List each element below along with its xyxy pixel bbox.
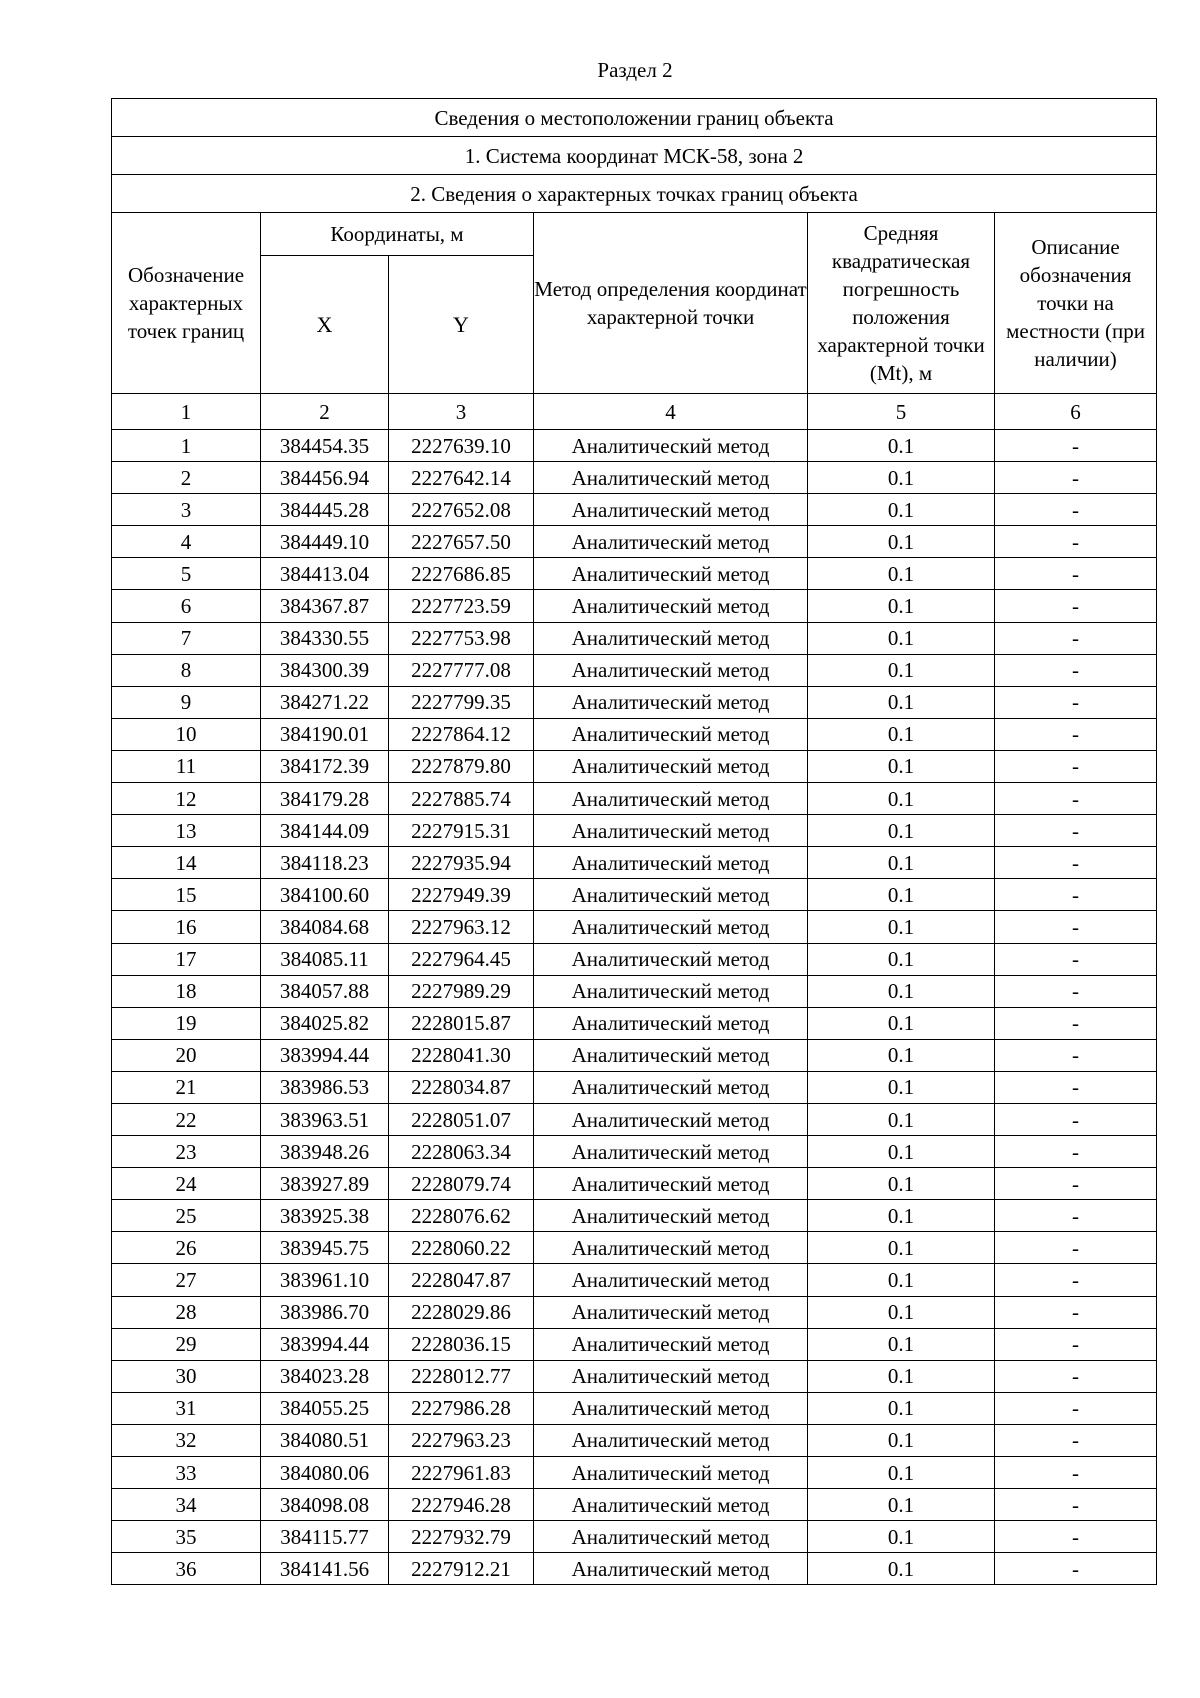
- point-number-cell: 35: [112, 1521, 261, 1553]
- table-row: [112, 622, 1157, 654]
- x-coordinate-cell: 384190.01: [261, 718, 389, 750]
- x-coordinate-cell: 383927.89: [261, 1168, 389, 1200]
- method-cell: Аналитический метод: [534, 1328, 808, 1360]
- mean-error-cell: 0.1: [808, 558, 995, 590]
- mean-error-cell: 0.1: [808, 815, 995, 847]
- mean-error-cell: 0.1: [808, 590, 995, 622]
- y-coordinate-cell: 2227639.10: [389, 430, 534, 462]
- y-coordinate-cell: 2227963.23: [389, 1424, 534, 1456]
- table-row: [112, 1328, 1157, 1360]
- mean-error-cell: 0.1: [808, 1264, 995, 1296]
- description-cell: -: [995, 1489, 1157, 1521]
- mean-error-cell: 0.1: [808, 1200, 995, 1232]
- description-cell: -: [995, 1392, 1157, 1424]
- method-cell: Аналитический метод: [534, 1039, 808, 1071]
- mean-error-cell: 0.1: [808, 1489, 995, 1521]
- method-cell: Аналитический метод: [534, 879, 808, 911]
- point-number-cell: 5: [112, 558, 261, 590]
- point-number-cell: 27: [112, 1264, 261, 1296]
- method-cell: Аналитический метод: [534, 1168, 808, 1200]
- point-number-cell: 18: [112, 975, 261, 1007]
- table-row: [112, 494, 1157, 526]
- column-number: 4: [534, 394, 808, 430]
- point-number-cell: 4: [112, 526, 261, 558]
- mean-error-cell: 0.1: [808, 879, 995, 911]
- point-number-cell: 7: [112, 622, 261, 654]
- y-coordinate-cell: 2228015.87: [389, 1007, 534, 1039]
- mean-error-cell: 0.1: [808, 1232, 995, 1264]
- method-cell: Аналитический метод: [534, 1392, 808, 1424]
- x-coordinate-cell: 384100.60: [261, 879, 389, 911]
- description-cell: -: [995, 1200, 1157, 1232]
- y-coordinate-cell: 2227949.39: [389, 879, 534, 911]
- y-coordinate-cell: 2227753.98: [389, 622, 534, 654]
- description-cell: -: [995, 622, 1157, 654]
- mean-error-cell: 0.1: [808, 847, 995, 879]
- x-coordinate-cell: 383945.75: [261, 1232, 389, 1264]
- description-cell: -: [995, 911, 1157, 943]
- x-coordinate-cell: 383986.53: [261, 1071, 389, 1103]
- x-coordinate-cell: 383925.38: [261, 1200, 389, 1232]
- description-cell: -: [995, 879, 1157, 911]
- x-coordinate-cell: 384456.94: [261, 462, 389, 494]
- table-row: [112, 1553, 1157, 1585]
- method-cell: Аналитический метод: [534, 686, 808, 718]
- table-row: [112, 1136, 1157, 1168]
- y-coordinate-cell: 2227777.08: [389, 654, 534, 686]
- x-coordinate-cell: 384300.39: [261, 654, 389, 686]
- point-number-cell: 24: [112, 1168, 261, 1200]
- point-number-cell: 19: [112, 1007, 261, 1039]
- point-number-cell: 32: [112, 1424, 261, 1456]
- method-cell: Аналитический метод: [534, 750, 808, 782]
- method-cell: Аналитический метод: [534, 1007, 808, 1039]
- mean-error-cell: 0.1: [808, 686, 995, 718]
- mean-error-cell: 0.1: [808, 783, 995, 815]
- y-coordinate-cell: 2228034.87: [389, 1071, 534, 1103]
- method-cell: Аналитический метод: [534, 494, 808, 526]
- point-number-cell: 17: [112, 943, 261, 975]
- header-coordinates: Координаты, м: [261, 213, 534, 256]
- description-cell: -: [995, 783, 1157, 815]
- table-row: [112, 750, 1157, 782]
- method-cell: Аналитический метод: [534, 1264, 808, 1296]
- method-cell: Аналитический метод: [534, 1424, 808, 1456]
- point-number-cell: 16: [112, 911, 261, 943]
- point-number-cell: 8: [112, 654, 261, 686]
- x-coordinate-cell: 384025.82: [261, 1007, 389, 1039]
- description-cell: -: [995, 847, 1157, 879]
- mean-error-cell: 0.1: [808, 1007, 995, 1039]
- method-cell: Аналитический метод: [534, 1489, 808, 1521]
- description-cell: -: [995, 1296, 1157, 1328]
- point-number-cell: 2: [112, 462, 261, 494]
- method-cell: Аналитический метод: [534, 526, 808, 558]
- table-row: [112, 1232, 1157, 1264]
- table-row: [112, 526, 1157, 558]
- description-cell: -: [995, 430, 1157, 462]
- header-x: X: [261, 256, 389, 394]
- table-row: [112, 1360, 1157, 1392]
- point-number-cell: 14: [112, 847, 261, 879]
- column-number: 3: [389, 394, 534, 430]
- table-row: [112, 1392, 1157, 1424]
- x-coordinate-cell: 383961.10: [261, 1264, 389, 1296]
- method-cell: Аналитический метод: [534, 558, 808, 590]
- table-row: [112, 1489, 1157, 1521]
- table-row: [112, 654, 1157, 686]
- description-cell: -: [995, 654, 1157, 686]
- x-coordinate-cell: 383994.44: [261, 1328, 389, 1360]
- x-coordinate-cell: 384023.28: [261, 1360, 389, 1392]
- x-coordinate-cell: 384367.87: [261, 590, 389, 622]
- table-row: [112, 1264, 1157, 1296]
- y-coordinate-cell: 2227964.45: [389, 943, 534, 975]
- point-number-cell: 3: [112, 494, 261, 526]
- table-row: [112, 911, 1157, 943]
- description-cell: -: [995, 1328, 1157, 1360]
- table-row: [112, 879, 1157, 911]
- y-coordinate-cell: 2227935.94: [389, 847, 534, 879]
- method-cell: Аналитический метод: [534, 590, 808, 622]
- table-row: [112, 558, 1157, 590]
- x-coordinate-cell: 384179.28: [261, 783, 389, 815]
- mean-error-cell: 0.1: [808, 1553, 995, 1585]
- method-cell: Аналитический метод: [534, 1071, 808, 1103]
- x-coordinate-cell: 383948.26: [261, 1136, 389, 1168]
- y-coordinate-cell: 2227879.80: [389, 750, 534, 782]
- point-number-cell: 23: [112, 1136, 261, 1168]
- y-coordinate-cell: 2228012.77: [389, 1360, 534, 1392]
- points-section-row: 2. Сведения о характерных точках границ объекта: [112, 175, 1157, 213]
- mean-error-cell: 0.1: [808, 911, 995, 943]
- description-cell: -: [995, 1071, 1157, 1103]
- x-coordinate-cell: 384413.04: [261, 558, 389, 590]
- boundary-points-table: [111, 98, 1157, 1585]
- table-body: [112, 430, 1157, 1585]
- table-row: [112, 815, 1157, 847]
- header-y: Y: [389, 256, 534, 394]
- description-cell: -: [995, 686, 1157, 718]
- y-coordinate-cell: 2227652.08: [389, 494, 534, 526]
- description-cell: -: [995, 1521, 1157, 1553]
- point-number-cell: 1: [112, 430, 261, 462]
- table-row: [112, 686, 1157, 718]
- table-row: [112, 1424, 1157, 1456]
- x-coordinate-cell: 384055.25: [261, 1392, 389, 1424]
- x-coordinate-cell: 384084.68: [261, 911, 389, 943]
- method-cell: Аналитический метод: [534, 654, 808, 686]
- point-number-cell: 11: [112, 750, 261, 782]
- point-number-cell: 25: [112, 1200, 261, 1232]
- x-coordinate-cell: 383963.51: [261, 1103, 389, 1135]
- header-description: Описание обозначения точки на местности (при наличии): [995, 213, 1157, 394]
- mean-error-cell: 0.1: [808, 1039, 995, 1071]
- mean-error-cell: 0.1: [808, 526, 995, 558]
- x-coordinate-cell: 384118.23: [261, 847, 389, 879]
- mean-error-cell: 0.1: [808, 943, 995, 975]
- section-heading: Раздел 2: [597, 58, 673, 82]
- mean-error-cell: 0.1: [808, 1424, 995, 1456]
- coordinate-system-row: 1. Система координат МСК-58, зона 2: [112, 137, 1157, 175]
- x-coordinate-cell: 384271.22: [261, 686, 389, 718]
- x-coordinate-cell: 384141.56: [261, 1553, 389, 1585]
- table-row: [112, 590, 1157, 622]
- mean-error-cell: 0.1: [808, 718, 995, 750]
- x-coordinate-cell: 384454.35: [261, 430, 389, 462]
- point-number-cell: 12: [112, 783, 261, 815]
- description-cell: -: [995, 1457, 1157, 1489]
- x-coordinate-cell: 384172.39: [261, 750, 389, 782]
- table-row: [112, 1457, 1157, 1489]
- description-cell: -: [995, 1232, 1157, 1264]
- point-number-cell: 31: [112, 1392, 261, 1424]
- description-cell: -: [995, 815, 1157, 847]
- point-number-cell: 9: [112, 686, 261, 718]
- y-coordinate-cell: 2227961.83: [389, 1457, 534, 1489]
- mean-error-cell: 0.1: [808, 622, 995, 654]
- y-coordinate-cell: 2227657.50: [389, 526, 534, 558]
- point-number-cell: 20: [112, 1039, 261, 1071]
- y-coordinate-cell: 2227932.79: [389, 1521, 534, 1553]
- method-cell: Аналитический метод: [534, 783, 808, 815]
- method-cell: Аналитический метод: [534, 430, 808, 462]
- y-coordinate-cell: 2227986.28: [389, 1392, 534, 1424]
- x-coordinate-cell: 384057.88: [261, 975, 389, 1007]
- x-coordinate-cell: 384144.09: [261, 815, 389, 847]
- method-cell: Аналитический метод: [534, 815, 808, 847]
- y-coordinate-cell: 2227799.35: [389, 686, 534, 718]
- x-coordinate-cell: 384080.06: [261, 1457, 389, 1489]
- y-coordinate-cell: 2227915.31: [389, 815, 534, 847]
- mean-error-cell: 0.1: [808, 462, 995, 494]
- table-row: [112, 430, 1157, 462]
- description-cell: -: [995, 718, 1157, 750]
- x-coordinate-cell: 383994.44: [261, 1039, 389, 1071]
- table-row: [112, 1296, 1157, 1328]
- mean-error-cell: 0.1: [808, 654, 995, 686]
- y-coordinate-cell: 2227642.14: [389, 462, 534, 494]
- point-number-cell: 26: [112, 1232, 261, 1264]
- table-row: [112, 718, 1157, 750]
- method-cell: Аналитический метод: [534, 943, 808, 975]
- y-coordinate-cell: 2227686.85: [389, 558, 534, 590]
- table-row: [112, 783, 1157, 815]
- table-row: [112, 1521, 1157, 1553]
- table-row: [112, 1168, 1157, 1200]
- mean-error-cell: 0.1: [808, 1136, 995, 1168]
- x-coordinate-cell: 384445.28: [261, 494, 389, 526]
- table-row: [112, 1007, 1157, 1039]
- mean-error-cell: 0.1: [808, 975, 995, 1007]
- description-cell: -: [995, 975, 1157, 1007]
- y-coordinate-cell: 2228076.62: [389, 1200, 534, 1232]
- table-row: [112, 1200, 1157, 1232]
- method-cell: Аналитический метод: [534, 462, 808, 494]
- point-number-cell: 22: [112, 1103, 261, 1135]
- description-cell: -: [995, 462, 1157, 494]
- description-cell: -: [995, 943, 1157, 975]
- point-number-cell: 28: [112, 1296, 261, 1328]
- description-cell: -: [995, 1168, 1157, 1200]
- y-coordinate-cell: 2227864.12: [389, 718, 534, 750]
- table-row: [112, 1039, 1157, 1071]
- y-coordinate-cell: 2228060.22: [389, 1232, 534, 1264]
- mean-error-cell: 0.1: [808, 1392, 995, 1424]
- table-row: [112, 1071, 1157, 1103]
- y-coordinate-cell: 2228029.86: [389, 1296, 534, 1328]
- table-row: [112, 943, 1157, 975]
- description-cell: -: [995, 1424, 1157, 1456]
- point-number-cell: 6: [112, 590, 261, 622]
- description-cell: -: [995, 558, 1157, 590]
- mean-error-cell: 0.1: [808, 1521, 995, 1553]
- mean-error-cell: 0.1: [808, 1103, 995, 1135]
- method-cell: Аналитический метод: [534, 622, 808, 654]
- table-row: [112, 1103, 1157, 1135]
- method-cell: Аналитический метод: [534, 1521, 808, 1553]
- header-point-designation: Обозначение характерных точек границ: [112, 213, 261, 394]
- method-cell: Аналитический метод: [534, 975, 808, 1007]
- mean-error-cell: 0.1: [808, 1168, 995, 1200]
- y-coordinate-cell: 2228047.87: [389, 1264, 534, 1296]
- mean-error-cell: 0.1: [808, 1328, 995, 1360]
- method-cell: Аналитический метод: [534, 1360, 808, 1392]
- x-coordinate-cell: 384085.11: [261, 943, 389, 975]
- point-number-cell: 13: [112, 815, 261, 847]
- column-number: 1: [112, 394, 261, 430]
- method-cell: Аналитический метод: [534, 1136, 808, 1168]
- point-number-cell: 33: [112, 1457, 261, 1489]
- x-coordinate-cell: 384115.77: [261, 1521, 389, 1553]
- table-row: [112, 847, 1157, 879]
- method-cell: Аналитический метод: [534, 847, 808, 879]
- point-number-cell: 30: [112, 1360, 261, 1392]
- point-number-cell: 36: [112, 1553, 261, 1585]
- mean-error-cell: 0.1: [808, 430, 995, 462]
- table-row: [112, 462, 1157, 494]
- method-cell: Аналитический метод: [534, 1457, 808, 1489]
- header-method: Метод определения координат характерной точки: [534, 213, 808, 394]
- description-cell: -: [995, 526, 1157, 558]
- description-cell: -: [995, 1007, 1157, 1039]
- x-coordinate-cell: 384098.08: [261, 1489, 389, 1521]
- y-coordinate-cell: 2228063.34: [389, 1136, 534, 1168]
- mean-error-cell: 0.1: [808, 1071, 995, 1103]
- column-number: 2: [261, 394, 389, 430]
- y-coordinate-cell: 2227885.74: [389, 783, 534, 815]
- point-number-cell: 15: [112, 879, 261, 911]
- y-coordinate-cell: 2228036.15: [389, 1328, 534, 1360]
- description-cell: -: [995, 1103, 1157, 1135]
- point-number-cell: 29: [112, 1328, 261, 1360]
- method-cell: Аналитический метод: [534, 1103, 808, 1135]
- column-number: 5: [808, 394, 995, 430]
- table-title: Сведения о местоположении границ объекта: [112, 99, 1157, 137]
- method-cell: Аналитический метод: [534, 1296, 808, 1328]
- mean-error-cell: 0.1: [808, 750, 995, 782]
- description-cell: -: [995, 1553, 1157, 1585]
- description-cell: -: [995, 494, 1157, 526]
- description-cell: -: [995, 750, 1157, 782]
- y-coordinate-cell: 2228041.30: [389, 1039, 534, 1071]
- method-cell: Аналитический метод: [534, 718, 808, 750]
- point-number-cell: 10: [112, 718, 261, 750]
- y-coordinate-cell: 2227989.29: [389, 975, 534, 1007]
- mean-error-cell: 0.1: [808, 1360, 995, 1392]
- mean-error-cell: 0.1: [808, 494, 995, 526]
- y-coordinate-cell: 2227723.59: [389, 590, 534, 622]
- method-cell: Аналитический метод: [534, 1553, 808, 1585]
- mean-error-cell: 0.1: [808, 1296, 995, 1328]
- point-number-cell: 21: [112, 1071, 261, 1103]
- x-coordinate-cell: 384330.55: [261, 622, 389, 654]
- y-coordinate-cell: 2228051.07: [389, 1103, 534, 1135]
- y-coordinate-cell: 2228079.74: [389, 1168, 534, 1200]
- method-cell: Аналитический метод: [534, 1232, 808, 1264]
- point-number-cell: 34: [112, 1489, 261, 1521]
- description-cell: -: [995, 1264, 1157, 1296]
- description-cell: -: [995, 1136, 1157, 1168]
- description-cell: -: [995, 1360, 1157, 1392]
- y-coordinate-cell: 2227946.28: [389, 1489, 534, 1521]
- header-mean-error: Средняя квадратическая погрешность положения характерной точки (Mt), м: [808, 213, 995, 394]
- description-cell: -: [995, 1039, 1157, 1071]
- description-cell: -: [995, 590, 1157, 622]
- x-coordinate-cell: 384449.10: [261, 526, 389, 558]
- y-coordinate-cell: 2227912.21: [389, 1553, 534, 1585]
- table-row: [112, 975, 1157, 1007]
- column-number: 6: [995, 394, 1157, 430]
- y-coordinate-cell: 2227963.12: [389, 911, 534, 943]
- method-cell: Аналитический метод: [534, 911, 808, 943]
- x-coordinate-cell: 384080.51: [261, 1424, 389, 1456]
- mean-error-cell: 0.1: [808, 1457, 995, 1489]
- x-coordinate-cell: 383986.70: [261, 1296, 389, 1328]
- method-cell: Аналитический метод: [534, 1200, 808, 1232]
